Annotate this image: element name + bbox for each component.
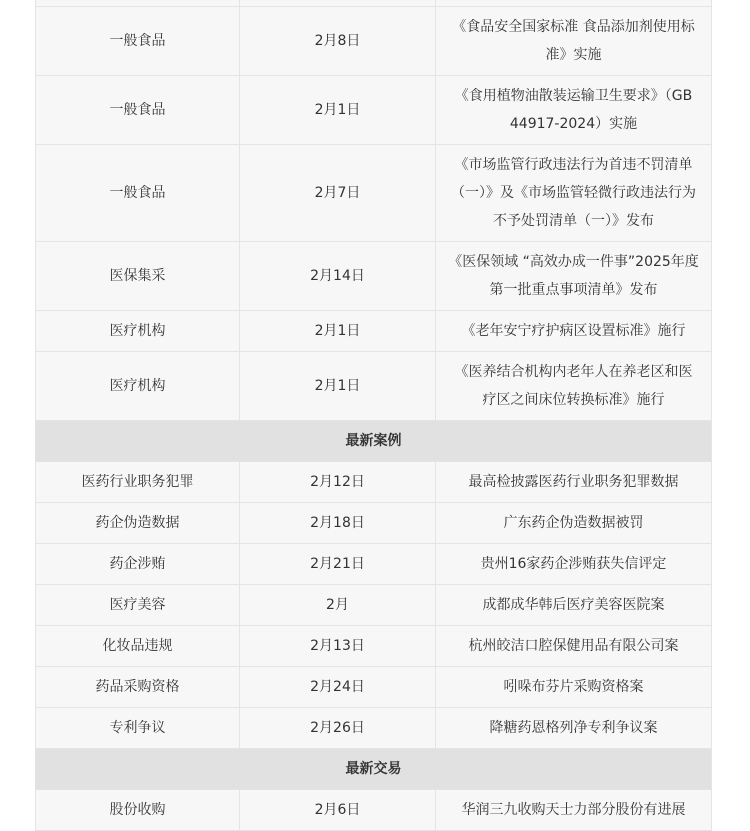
table-row <box>36 145 712 242</box>
category-cell: 专利争议 <box>36 708 240 749</box>
date-cell: 2月6日 <box>240 790 436 831</box>
date-cell: 2月21日 <box>240 544 436 585</box>
date-cell: 2月26日 <box>240 708 436 749</box>
event-cell: 最高检披露医药行业职务犯罪数据 <box>436 462 712 503</box>
table-row <box>36 462 712 503</box>
table-row <box>36 242 712 311</box>
table-row <box>36 790 712 831</box>
category-cell: 一般食品 <box>36 7 240 76</box>
regulation-table-wrapper <box>35 0 711 831</box>
category-cell: 医药行业职务犯罪 <box>36 462 240 503</box>
category-cell: 医疗机构 <box>36 311 240 352</box>
event-cell: 华润三九收购天士力部分股份有进展 <box>436 790 712 831</box>
regulation-table <box>35 0 712 831</box>
category-cell: 药企伪造数据 <box>36 503 240 544</box>
event-cell: 《食品安全国家标准 食品添加剂使用标准》实施 <box>436 7 712 76</box>
category-cell: 医保集采 <box>36 242 240 311</box>
category-cell: 一般食品 <box>36 76 240 145</box>
category-cell: 医疗机构 <box>36 352 240 421</box>
date-cell: 2月7日 <box>240 145 436 242</box>
table-row <box>36 352 712 421</box>
event-cell: 成都成华韩后医疗美容医院案 <box>436 585 712 626</box>
table-row <box>36 544 712 585</box>
category-cell: 股份收购 <box>36 790 240 831</box>
table-row <box>36 626 712 667</box>
table-row <box>36 585 712 626</box>
event-cell: 杭州皎洁口腔保健用品有限公司案 <box>436 626 712 667</box>
date-cell: 2月1日 <box>240 76 436 145</box>
table-row <box>36 708 712 749</box>
category-cell: 化妆品违规 <box>36 626 240 667</box>
table-row <box>36 7 712 76</box>
event-cell: 《医养结合机构内老年人在养老区和医疗区之间床位转换标准》施行 <box>436 352 712 421</box>
section-title: 最新案例 <box>36 421 712 462</box>
date-cell: 2月1日 <box>240 352 436 421</box>
event-cell: 降糖药恩格列净专利争议案 <box>436 708 712 749</box>
date-cell: 2月13日 <box>240 626 436 667</box>
date-cell: 2月 <box>240 585 436 626</box>
event-cell: 贵州16家药企涉贿获失信评定 <box>436 544 712 585</box>
table-row <box>36 311 712 352</box>
event-cell: 《市场监管行政违法行为首违不罚清单（一）》及《市场监管轻微行政违法行为不予处罚清单（一）》发布 <box>436 145 712 242</box>
category-cell: 药品采购资格 <box>36 667 240 708</box>
date-cell: 2月14日 <box>240 242 436 311</box>
event-cell: 广东药企伪造数据被罚 <box>436 503 712 544</box>
table-row <box>36 76 712 145</box>
category-cell: 一般食品 <box>36 145 240 242</box>
date-cell: 2月24日 <box>240 667 436 708</box>
event-cell: 吲哚布芬片采购资格案 <box>436 667 712 708</box>
section-header-deals <box>36 749 712 790</box>
category-cell: 药企涉贿 <box>36 544 240 585</box>
event-cell: 《老年安宁疗护病区设置标准》施行 <box>436 311 712 352</box>
section-title: 最新交易 <box>36 749 712 790</box>
table-row <box>36 503 712 544</box>
date-cell: 2月1日 <box>240 311 436 352</box>
table-row <box>36 667 712 708</box>
category-cell: 医疗美容 <box>36 585 240 626</box>
section-header-cases <box>36 421 712 462</box>
date-cell: 2月18日 <box>240 503 436 544</box>
date-cell: 2月8日 <box>240 7 436 76</box>
event-cell: 《食用植物油散装运输卫生要求》（GB 44917-2024）实施 <box>436 76 712 145</box>
date-cell: 2月12日 <box>240 462 436 503</box>
event-cell: 《医保领域 “高效办成一件事”2025年度第一批重点事项清单》发布 <box>436 242 712 311</box>
